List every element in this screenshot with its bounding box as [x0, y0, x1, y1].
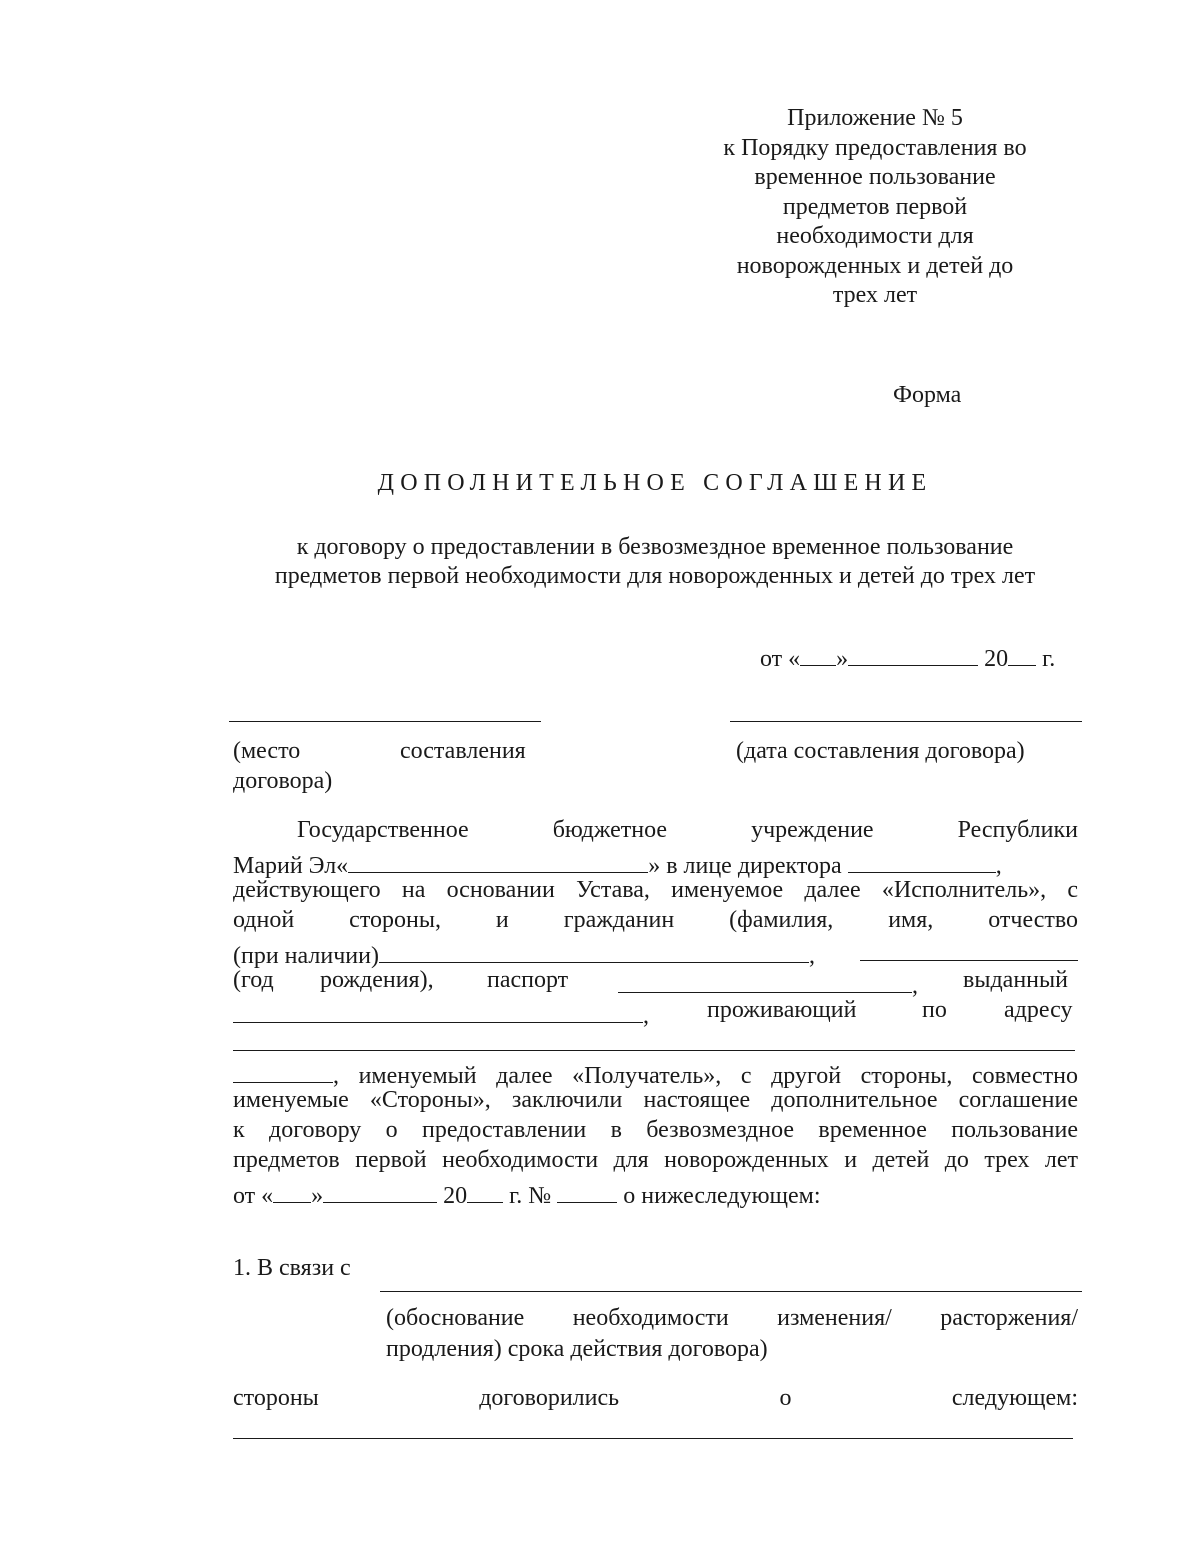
number-label: г. №: [509, 1183, 552, 1210]
patronymic-label: (при наличии): [233, 943, 379, 970]
word: имя,: [888, 907, 934, 933]
address-blank[interactable]: [233, 1050, 1075, 1051]
subtitle-line: предметов первой необходимости для новорожденных и детей до трех лет: [274, 563, 1036, 589]
body-line-9: [233, 1057, 1078, 1090]
date-prefix: от «: [760, 646, 801, 673]
word: выданный: [963, 967, 1068, 993]
document-subtitle: [200, 533, 1110, 591]
reason-note: [386, 1305, 1078, 1332]
date-label: (дата составления договора): [736, 738, 1025, 764]
body-line-6d: [963, 967, 1068, 994]
appendix-header: [680, 104, 1070, 311]
body-line-10: [233, 1087, 1078, 1114]
comma: ,: [643, 1003, 649, 1030]
word: необходимости: [572, 1305, 729, 1331]
header-line: новорожденных и детей до: [736, 252, 1014, 279]
year-blank[interactable]: [1008, 640, 1036, 666]
word: бюджетное: [552, 817, 668, 843]
word: о: [779, 1385, 792, 1411]
body-line-6a: [233, 967, 274, 994]
body-line-6c: [487, 967, 568, 994]
word: Республики: [957, 817, 1079, 843]
text: действующего на основании Устава, именуемое далее «Исполнитель», с: [233, 877, 1078, 903]
body-line-7b: [922, 997, 947, 1024]
word: и: [495, 907, 509, 933]
word: по: [922, 997, 947, 1023]
body-line-2: [233, 847, 1002, 880]
body-line-5: [233, 937, 815, 970]
text: , именуемый далее «Получатель», с другой стороны, совместно: [333, 1063, 1078, 1090]
contract-day-blank[interactable]: [273, 1177, 311, 1203]
date-prefix: от «: [233, 1183, 274, 1210]
text: к договору о предоставлении в безвозмездное временное пользование: [233, 1117, 1078, 1143]
word: следующем:: [951, 1385, 1078, 1411]
issued-by-field: [233, 997, 649, 1030]
place-blank[interactable]: [229, 721, 541, 722]
issued-by-blank[interactable]: [233, 997, 643, 1023]
header-line: Приложение № 5: [787, 105, 963, 131]
month-blank[interactable]: [848, 640, 978, 666]
word: изменения/: [777, 1305, 892, 1331]
reason-note-2: продления) срока действия договора): [386, 1336, 768, 1362]
date-year: 20: [984, 646, 1009, 673]
director-label: » в лице директора: [648, 853, 842, 880]
body-line-4: [233, 907, 1078, 934]
director-blank[interactable]: [848, 847, 996, 873]
text: именуемые «Стороны», заключили настоящее дополнительное соглашение: [233, 1087, 1078, 1113]
text: предметов первой необходимости для новорожденных и детей до трех лет: [233, 1147, 1078, 1173]
document-title: ДОПОЛНИТЕЛЬНОЕ СОГЛАШЕНИЕ: [377, 470, 933, 496]
passport-field: [618, 967, 918, 1000]
date-mid: »: [311, 1183, 324, 1210]
word: рождения),: [320, 967, 434, 993]
address-blank-end[interactable]: [233, 1057, 333, 1083]
date-mid: »: [836, 646, 849, 673]
org-prefix: Марий Эл«: [233, 853, 349, 880]
form-label: Форма: [893, 382, 962, 408]
body-line-3: [233, 877, 1078, 904]
word: паспорт: [487, 967, 569, 993]
place-label-3: договора): [233, 768, 333, 794]
word: (фамилия,: [729, 907, 834, 933]
word: проживающий: [707, 997, 857, 1023]
header-line: предметов первой: [782, 193, 968, 220]
header-line: необходимости для: [776, 223, 974, 249]
agreed-line: [233, 1385, 1078, 1412]
word: отчество: [988, 907, 1079, 933]
birth-year-blank[interactable]: [860, 960, 1078, 961]
body-line-6b: [320, 967, 434, 994]
body-line-1: [297, 817, 1078, 844]
item-1-label: 1. В связи с: [233, 1255, 351, 1281]
body-line-13: [233, 1177, 821, 1210]
word: адресу: [1004, 997, 1073, 1023]
body-line-12: [233, 1147, 1078, 1174]
comma: ,: [912, 973, 918, 1000]
passport-blank[interactable]: [618, 967, 912, 993]
comma: ,: [995, 853, 1002, 880]
body-line-7c: [1004, 997, 1072, 1024]
header-line: трех лет: [832, 282, 918, 308]
date-line: [760, 640, 1055, 673]
word: Государственное: [297, 817, 469, 843]
header-line: временное пользование: [754, 164, 996, 190]
date-blank[interactable]: [730, 721, 1082, 722]
full-name-blank[interactable]: [379, 937, 809, 963]
agreement-terms-blank[interactable]: [233, 1438, 1073, 1439]
subtitle-line: к договору о предоставлении в безвозмездное временное пользование: [296, 534, 1014, 560]
word: (обоснование: [386, 1305, 525, 1331]
date-suffix: г.: [1042, 646, 1056, 673]
day-blank[interactable]: [800, 640, 836, 666]
text: о нижеследующем:: [623, 1183, 821, 1210]
word: договорились: [479, 1385, 620, 1411]
body-line-11: [233, 1117, 1078, 1144]
word: (год: [233, 967, 274, 993]
header-line: к Порядку предоставления во: [723, 134, 1027, 161]
word: учреждение: [751, 817, 874, 843]
word: одной: [233, 907, 295, 933]
date-year: 20: [443, 1183, 468, 1210]
place-label-2: составления: [400, 738, 526, 764]
org-name-blank[interactable]: [348, 847, 648, 873]
word: стороны,: [349, 907, 441, 933]
place-label-1: (место: [233, 738, 301, 764]
word: гражданин: [563, 907, 675, 933]
contract-year-blank[interactable]: [467, 1177, 503, 1203]
word: расторжения/: [940, 1305, 1079, 1331]
word: стороны: [233, 1385, 319, 1411]
reason-blank[interactable]: [380, 1291, 1082, 1292]
body-line-7a: [707, 997, 856, 1024]
comma: ,: [808, 943, 815, 970]
contract-month-blank[interactable]: [323, 1177, 437, 1203]
contract-number-blank[interactable]: [557, 1177, 617, 1203]
